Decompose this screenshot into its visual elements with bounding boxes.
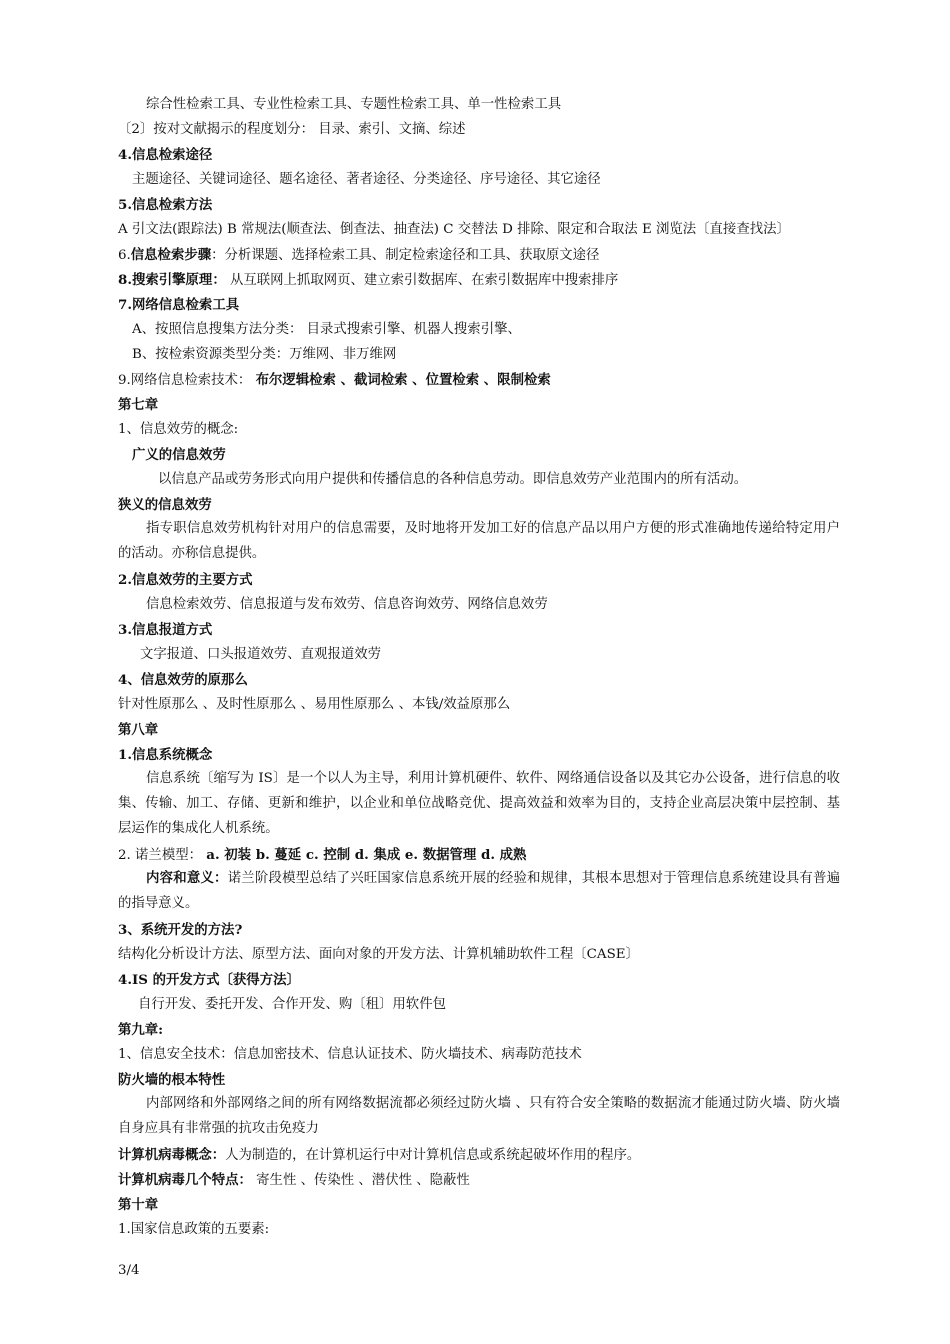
paragraph: 指专职信息效劳机构针对用户的信息需要，及时地将开发加工好的信息产品以用户方便的形式准确地传递给特定用户的活动。亦称信息提供。 (118, 521, 840, 561)
text-line: A、按照信息搜集方法分类： 目录式搜索引擎、机器人搜索引擎、 (132, 322, 521, 337)
text-line: 1、信息安全技术：信息加密技术、信息认证技术、防火墙技术、病毒防范技术 (118, 1047, 582, 1062)
text-line (118, 246, 840, 265)
chapter-heading: 第七章 (118, 397, 159, 413)
step-number: 6. (118, 248, 131, 263)
paragraph (118, 866, 840, 916)
text-line (118, 371, 840, 390)
subheading: 防火墙的根本特性 (118, 1072, 226, 1088)
text-line: 自行开发、委托开发、合作开发、购〔租〕用软件包 (138, 997, 446, 1012)
text-line: 以信息产品或劳务形式向用户提供和传播信息的各种信息劳动。即信息效劳产业范围内的所有活动。 (158, 472, 748, 487)
text-line (118, 1171, 840, 1190)
text-line: 1.国家信息政策的五要素: (118, 1222, 270, 1237)
text-line: 1、信息效劳的概念: (118, 422, 239, 437)
term-text: 布尔逻辑检索 、截词检索 、位置检索 、限制检索 (255, 372, 551, 388)
section-heading: 4.信息检索途径 (118, 147, 213, 163)
text-line (118, 846, 840, 865)
text-line: B、按检索资源类型分类：万维网、非万维网 (132, 347, 397, 362)
section-heading: 4.IS 的开发方式〔获得方法〕 (118, 972, 300, 988)
term-label: 8.搜索引擎原理： (118, 272, 226, 288)
text-line (118, 271, 840, 290)
term-text: 寄生性 、传染性 、潜伏性 、隐蔽性 (256, 1173, 470, 1188)
text-line: 〔2〕按对文献揭示的程度划分： 目录、索引、文摘、综述 (118, 122, 466, 137)
text-line: 综合性检索工具、专业性检索工具、专题性检索工具、单一性检索工具 (146, 97, 562, 112)
subheading: 狭义的信息效劳 (118, 497, 212, 513)
term-label: 内容和意义： (146, 870, 228, 886)
paragraph: 信息系统〔缩写为 IS〕是一个以人为主导，利用计算机硬件、软件、网络通信设备以及其它办公设备，进行信息的收集、传输、加工、存储、更新和维护，以企业和单位战略竞优、提高效益和效率为目的，支持企业高层决策中层控制、基层运作的集成化人机系统。 (118, 771, 840, 836)
text-line (118, 1146, 840, 1165)
chapter-heading: 第十章 (118, 1197, 159, 1213)
term-text: 人为制造的，在计算机运行中对计算机信息或系统起破坏作用的程序。 (225, 1148, 641, 1163)
text-line: 针对性原那么 、及时性原那么 、易用性原那么 、本钱/效益原那么 (118, 697, 511, 712)
term-text: a. 初装 b. 蔓延 c. 控制 d. 集成 e. 数据管理 d. 成熟 (206, 847, 527, 863)
chapter-heading: 第九章: (118, 1022, 164, 1038)
text-line: 文字报道、口头报道效劳、直观报道效劳 (140, 647, 382, 662)
section-heading: 3.信息报道方式 (118, 622, 213, 638)
text-line: 信息检索效劳、信息报道与发布效劳、信息咨询效劳、网络信息效劳 (146, 597, 548, 612)
text-line: A 引文法(跟踪法) B 常规法(顺查法、倒查法、抽查法) C 交替法 D 排除、限定和合取法 E 浏览法〔直接查找法〕 (118, 222, 790, 237)
section-heading: 1.信息系统概念 (118, 747, 213, 763)
term-label: 2. 诺兰模型： (118, 848, 202, 863)
subheading: 广义的信息效劳 (132, 447, 226, 463)
text-line: 结构化分析设计方法、原型方法、面向对象的开发方法、计算机辅助软件工程〔CASE〕 (118, 947, 639, 962)
page-number: 3/4 (118, 1263, 140, 1278)
term-text: 从互联网上抓取网页、建立索引数据库、在索引数据库中搜索排序 (229, 273, 619, 288)
text-line: 主题途径、关键词途径、题名途径、著者途径、分类途径、序号途径、其它途径 (132, 172, 601, 187)
term-label: 计算机病毒几个特点： (118, 1172, 252, 1188)
term-label: 计算机病毒概念： (118, 1147, 226, 1163)
paragraph: 内部网络和外部网络之间的所有网络数据流都必须经过防火墙 、只有符合安全策略的数据流才能通过防火墙、防火墙自身应具有非常强的抗攻击免疫力 (118, 1096, 840, 1136)
section-heading: 3、系统开发的方法? (118, 922, 243, 938)
section-heading: 7.网络信息检索工具 (118, 297, 240, 313)
term-text: 诺兰阶段模型总结了兴旺国家信息系统开展的经验和规律，其根本思想对于管理信息系统建设具有普遍的指导意义。 (118, 871, 841, 911)
step-label: 信息检索步骤 (130, 247, 212, 263)
step-text: ：分析课题、选择检索工具、制定检索途径和工具、获取原文途径 (211, 248, 600, 263)
term-label: 9.网络信息检索技术： (118, 373, 252, 388)
section-heading: 5.信息检索方法 (118, 197, 213, 213)
section-heading: 4、信息效劳的原那么 (118, 672, 248, 688)
section-heading: 2.信息效劳的主要方式 (118, 572, 253, 588)
chapter-heading: 第八章 (118, 722, 159, 738)
